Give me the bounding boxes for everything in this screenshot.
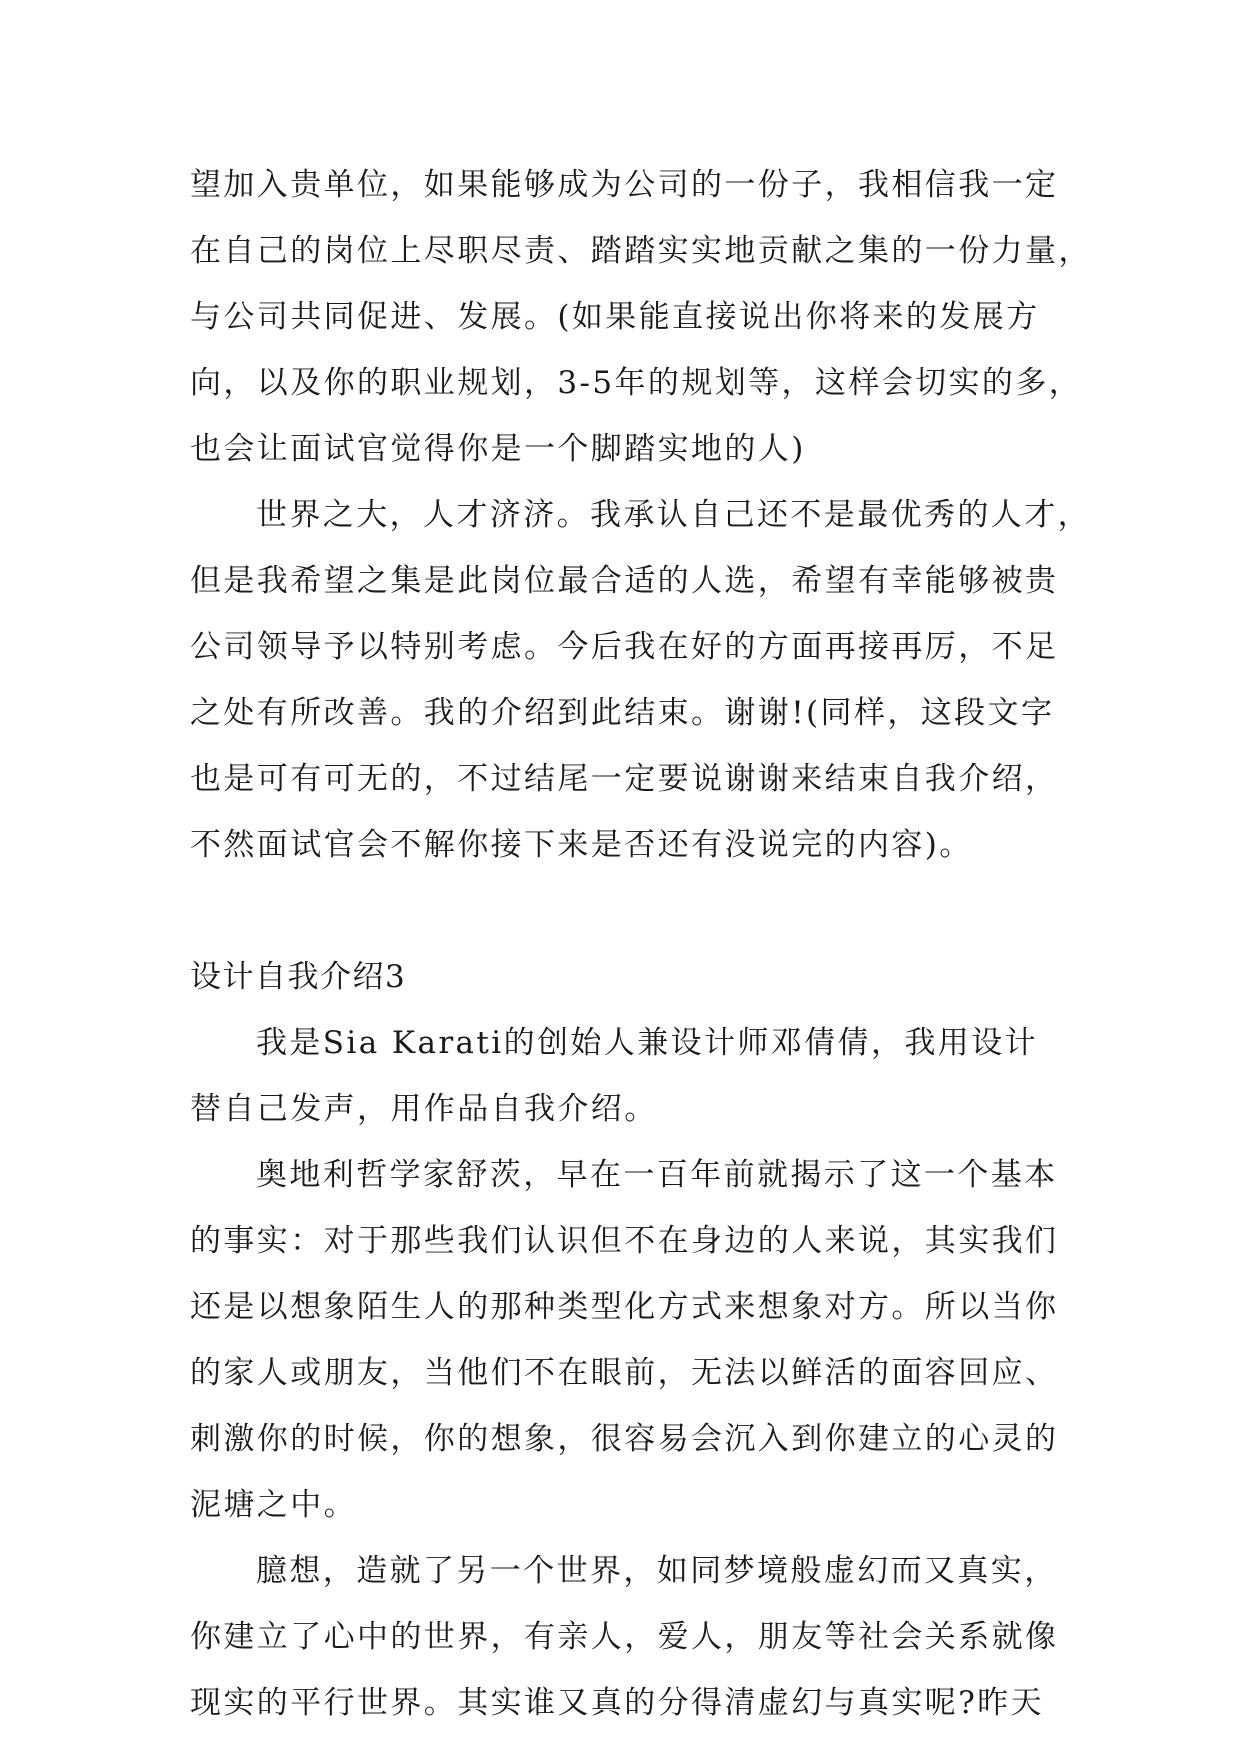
text-line: 但是我希望之集是此岗位最合适的人选，希望有幸能够被贵: [190, 563, 1059, 599]
text-line: 在自己的岗位上尽职尽责、踏踏实实地贡献之集的一份力量，: [190, 233, 1092, 269]
section-heading: 设计自我介绍3: [190, 959, 407, 995]
text-line: 也会让面试官觉得你是一个脚踏实地的人): [190, 431, 806, 467]
text-line: 望加入贵单位，如果能够成为公司的一份子，我相信我一定: [190, 167, 1059, 203]
text-line: 与公司共同促进、发展。(如果能直接说出你将来的发展方: [190, 299, 1040, 335]
text-line: 世界之大，人才济济。我承认自己还不是最优秀的人才，: [256, 497, 1091, 533]
text-line: 之处有所改善。我的介绍到此结束。谢谢!(同样，这段文字: [190, 695, 1055, 731]
text-line: 刺激你的时候，你的想象，很容易会沉入到你建立的心灵的: [190, 1421, 1059, 1457]
text-line: 我是Sia Karati的创始人兼设计师邓倩倩，我用设计: [256, 1025, 1038, 1061]
text-line: 的家人或朋友，当他们不在眼前，无法以鲜活的面容回应、: [190, 1355, 1059, 1391]
text-line: 向，以及你的职业规划，3-5年的规划等，这样会切实的多，: [190, 365, 1083, 401]
text-line: 也是可有可无的，不过结尾一定要说谢谢来结束自我介绍，: [190, 761, 1059, 797]
text-line: 的事实：对于那些我们认识但不在身边的人来说，其实我们: [190, 1223, 1059, 1259]
text-line: 你建立了心中的世界，有亲人，爱人，朋友等社会关系就像: [190, 1619, 1059, 1655]
text-line: 不然面试官会不解你接下来是否还有没说完的内容)。: [190, 827, 973, 863]
text-line: 臆想，造就了另一个世界，如同梦境般虚幻而又真实，: [256, 1553, 1058, 1589]
text-line: 现实的平行世界。其实谁又真的分得清虚幻与真实呢?昨天: [190, 1685, 1045, 1721]
text-line: 替自己发声，用作品自我介绍。: [190, 1091, 658, 1127]
text-line: 奥地利哲学家舒茨，早在一百年前就揭示了这一个基本: [256, 1157, 1058, 1193]
text-line: 公司领导予以特别考虑。今后我在好的方面再接再厉，不足: [190, 629, 1059, 665]
text-line: 泥塘之中。: [190, 1487, 357, 1523]
text-line: 还是以想象陌生人的那种类型化方式来想象对方。所以当你: [190, 1289, 1059, 1325]
